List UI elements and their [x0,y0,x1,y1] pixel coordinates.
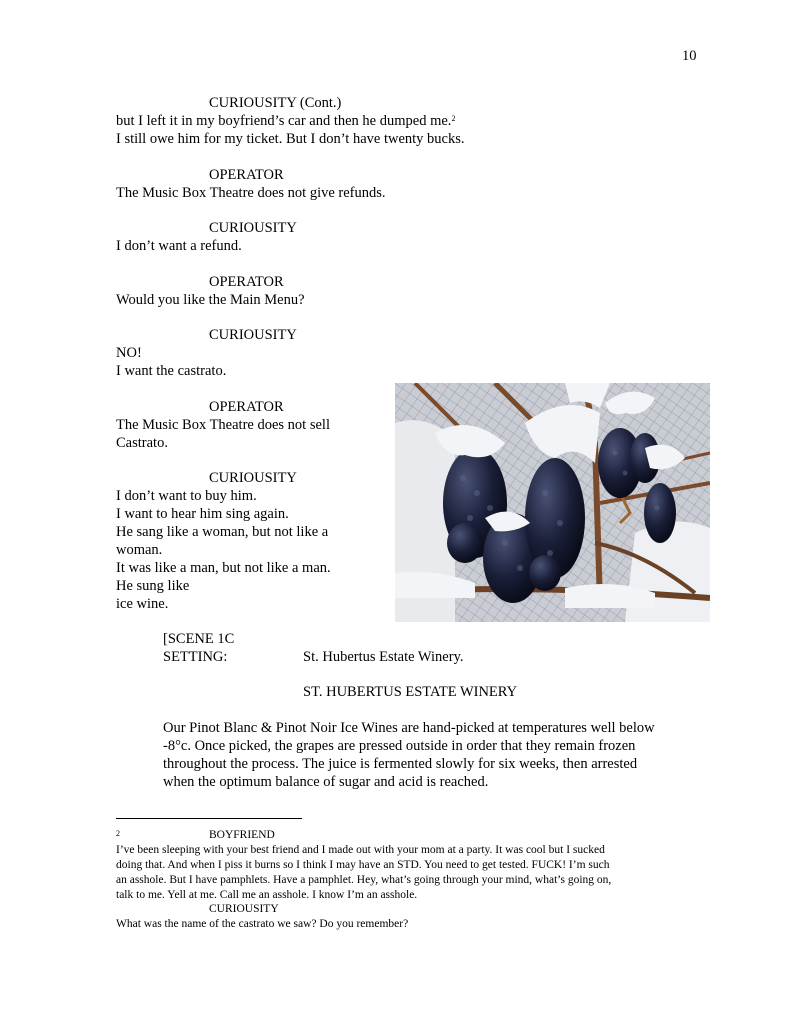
footnote-line: an asshole. But I have pamphlets. Have a pamphlet. Hey, what’s going through your mind, what’s going on, [116,874,612,886]
speaker-name: CURIOUSITY [209,220,297,236]
footnote-line: I’ve been sleeping with your best friend and I made out with your mom at a party. It was cool but I sucked [116,844,605,856]
dialogue-line: He sang like a woman, but not like a [116,524,329,540]
dialogue-line: woman. [116,542,163,558]
speaker-name: OPERATOR [209,167,284,183]
scene-title: ST. HUBERTUS ESTATE WINERY [303,684,518,700]
footnote-speaker: BOYFRIEND [209,829,275,841]
dialogue-line: It was like a man, but not like a man. [116,560,331,576]
scene-paragraph-line: when the optimum balance of sugar and acid is reached. [163,774,489,790]
dialogue-line: NO! [116,345,142,361]
scene-paragraph-line: throughout the process. The juice is fermented slowly for six weeks, then arrested [163,756,638,772]
dialogue-line: The Music Box Theatre does not give refunds. [116,185,386,201]
dialogue-line: Would you like the Main Menu? [116,292,305,308]
footnote-line: doing that. And when I piss it burns so I think I may have an STD. You need to get tested. FUCK! I’m such [116,859,610,871]
footnote-separator [116,818,302,819]
ice-wine-grapes-photo [395,383,710,622]
dialogue-line: I want to hear him sing again. [116,506,289,522]
speaker-name: CURIOUSITY (Cont.) [209,95,342,111]
footnote-reference[interactable]: 2 [451,114,456,123]
dialogue-line: I don’t want a refund. [116,238,242,254]
page-number: 10 [682,48,697,64]
dialogue-line: I want the castrato. [116,363,227,379]
dialogue-line: The Music Box Theatre does not sell [116,417,330,433]
scene-heading: [SCENE 1C [163,631,235,647]
scene-paragraph-line: -8°c. Once picked, the grapes are pressed outside in order that they remain frozen [163,738,636,754]
dialogue-line: I still owe him for my ticket. But I don’t have twenty bucks. [116,131,465,147]
speaker-name: OPERATOR [209,399,284,415]
footnote-speaker: CURIOUSITY [209,903,279,915]
footnote-line: talk to me. Yell at me. Call me an asshole. I know I’m an asshole. [116,889,418,901]
footnote-line: What was the name of the castrato we saw? Do you remember? [116,918,409,930]
dialogue-line: but I left it in my boyfriend’s car and then he dumped me.$^2$ [116,113,456,129]
dialogue-line: ice wine. [116,596,169,612]
speaker-name: CURIOUSITY [209,327,297,343]
setting-label: SETTING: [163,649,228,665]
speaker-name: CURIOUSITY [209,470,297,486]
dialogue-line: He sung like [116,578,190,594]
setting-value: St. Hubertus Estate Winery. [303,649,464,665]
speaker-name: OPERATOR [209,274,284,290]
dialogue-line: Castrato. [116,435,168,451]
footnote-number: 2 [116,829,120,838]
scene-paragraph-line: Our Pinot Blanc & Pinot Noir Ice Wines are hand-picked at temperatures well below [163,720,655,736]
dialogue-line: I don’t want to buy him. [116,488,257,504]
